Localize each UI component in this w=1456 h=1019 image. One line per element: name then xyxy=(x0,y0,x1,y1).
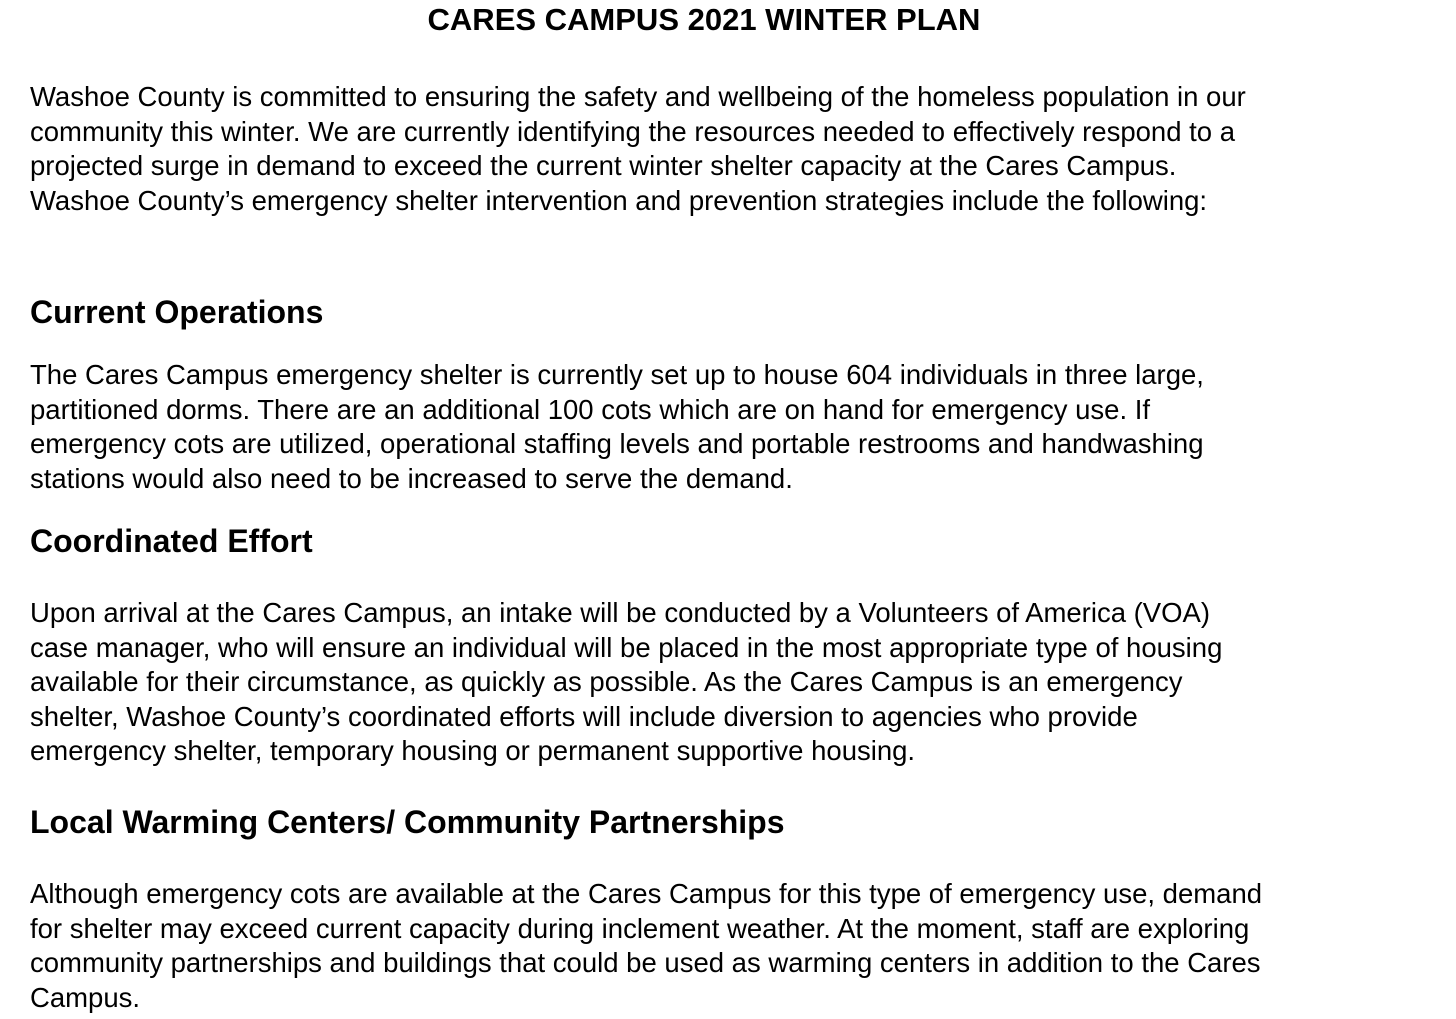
section-body-local-warming-centers: Although emergency cots are available at the Cares Campus for this type of emergency use, demand for shelter may exceed current capacity during inclement weather. At the moment, staff are exploring community partnerships and buildings that could be used as warming centers in addition to the Cares Campus. xyxy=(30,878,1263,1013)
section-heading-current-operations: Current Operations xyxy=(30,294,324,330)
section-body-coordinated-effort: Upon arrival at the Cares Campus, an intake will be conducted by a Volunteers of America (VOA) case manager, who will ensure an individual will be placed in the most appropriate type of housing available for their circumstance, as quickly as possible. As the Cares Campus is an emergency shelter, Washoe County’s coordinated efforts will include diversion to agencies who provide emergency shelter, temporary housing or permanent supportive housing. xyxy=(30,597,1223,766)
section-heading-local-warming-centers: Local Warming Centers/ Community Partnerships xyxy=(30,804,785,840)
section-heading-coordinated-effort: Coordinated Effort xyxy=(30,523,313,559)
document-title: CARES CAMPUS 2021 WINTER PLAN xyxy=(427,2,981,37)
intro-paragraph: Washoe County is committed to ensuring the safety and wellbeing of the homeless population in our community this winter. We are currently identifying the resources needed to effectively respond to a projected surge in demand to exceed the current winter shelter capacity at the Cares Campus. Washoe County’s emergency shelter intervention and prevention strategies include the following: xyxy=(30,81,1246,216)
section-body-current-operations: The Cares Campus emergency shelter is currently set up to house 604 individuals in three large, partitioned dorms. There are an additional 100 cots which are on hand for emergency use. If emergency cots are utilized, operational staffing levels and portable restrooms and handwashing stations would also need to be increased to serve the demand. xyxy=(30,359,1204,494)
